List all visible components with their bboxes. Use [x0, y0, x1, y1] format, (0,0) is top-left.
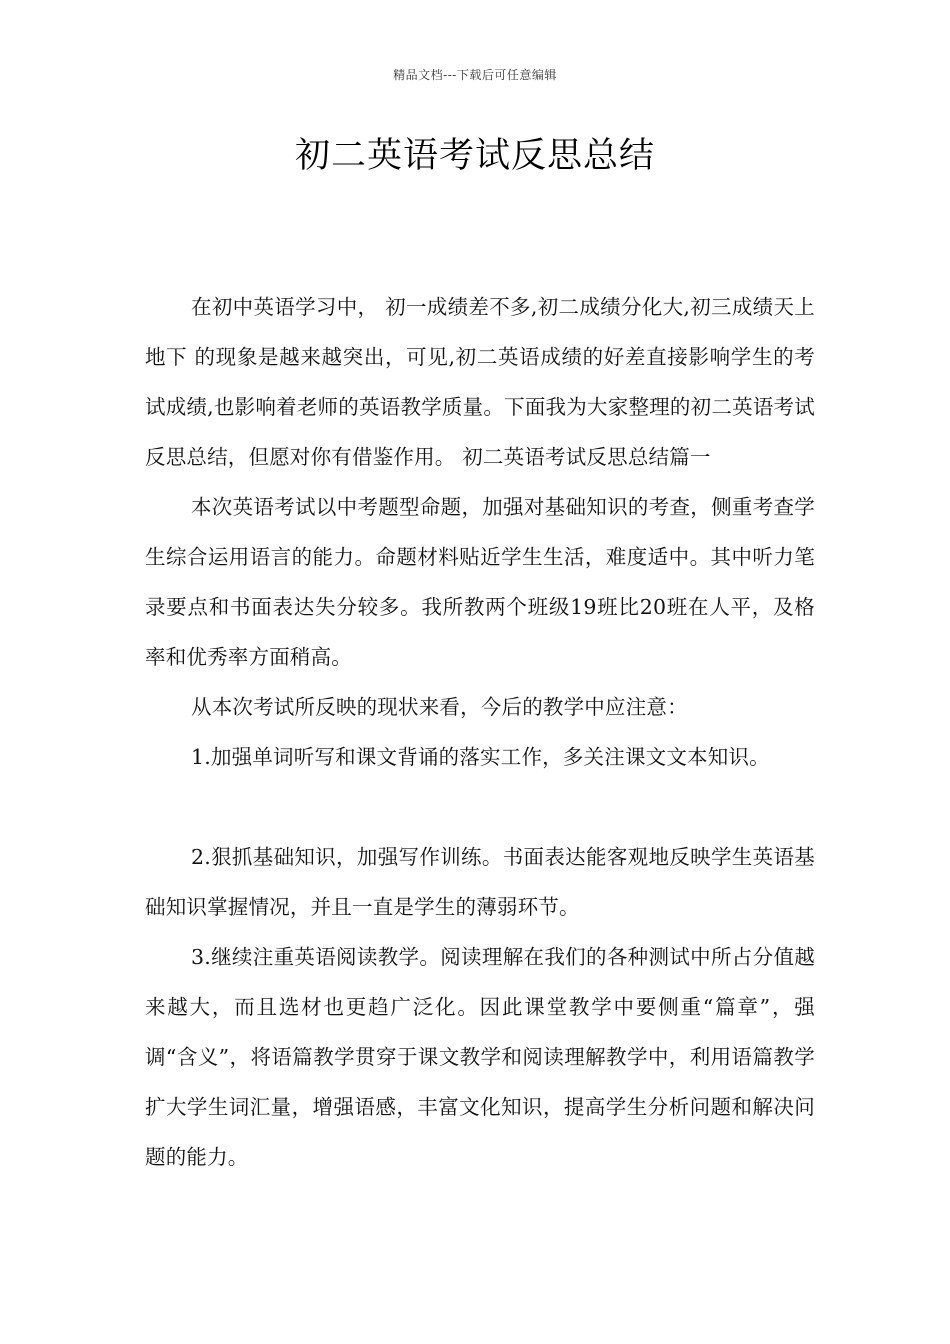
document-title: 初二英语考试反思总结: [294, 136, 655, 176]
document-body: [145, 282, 815, 1182]
paragraph-point-3: 3.继续注重英语阅读教学。阅读理解在我们的各种测试中所占分值越来越大，而且选材也更趋广泛化。因此课堂教学中要侧重“篇章”，强调“含义”，将语篇教学贯穿于课文教学和阅读理解教学中，利用语篇教学扩大学生词汇量，增强语感，丰富文化知识，提高学生分析问题和解决问题的能力。: [145, 945, 815, 1169]
paragraph-point-2: 2.狠抓基础知识，加强写作训练。书面表达能客观地反映学生英语基础知识掌握情况，并且一直是学生的薄弱环节。: [145, 845, 815, 919]
paragraph-exam-overview: 本次英语考试以中考题型命题，加强对基础知识的考查，侧重考查学生综合运用语言的能力。命题材料贴近学生生活，难度适中。其中听力笔录要点和书面表达失分较多。我所教两个班级19班比20班在人平，及格率和优秀率方面稍高。: [145, 495, 815, 669]
paragraph-lead-in: 从本次考试所反映的现状来看，今后的教学中应注意：: [191, 695, 688, 719]
paragraph-point-1: 1.加强单词听写和课文背诵的落实工作，多关注课文文本知识。: [191, 745, 770, 769]
header-note: 精品文档---下载后可任意编辑: [393, 68, 557, 82]
paragraph-intro: 在初中英语学习中， 初一成绩差不多,初二成绩分化大,初三成绩天上地下 的现象是越来越突出，可见,初二英语成绩的好差直接影响学生的考试成绩,也影响着老师的英语教学质量。下面我为大家整理的初二英语考试反思总结，但愿对你有借鉴作用。 初二英语考试反思总结篇一: [145, 295, 815, 469]
paragraph-spacer: [145, 782, 815, 832]
